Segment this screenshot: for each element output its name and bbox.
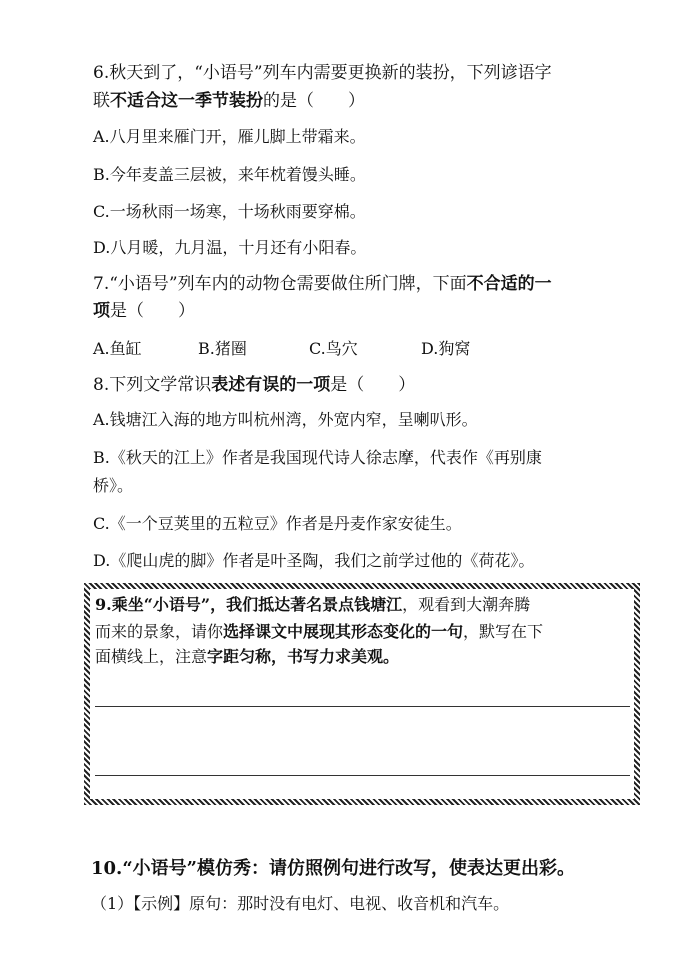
q7-option-c: C.鸟穴 xyxy=(309,339,358,358)
q10-example: （1）【示例】原句：那时没有电灯、电视、收音机和汽车。 xyxy=(91,894,510,913)
q6-line1: 6.秋天到了，“小语号”列车内需要更换新的装扮，下列谚语字 xyxy=(93,63,552,83)
q9-emphasis-1: 9.乘坐“小语号”，我们抵达著名景点钱塘江 xyxy=(95,595,403,614)
q9-answer-line-2[interactable] xyxy=(95,775,630,776)
q8-line1-post: 是（ ） xyxy=(330,375,416,395)
q6-option-a: A.八月里来雁门开，雁儿脚上带霜来。 xyxy=(93,127,366,146)
q8-option-c: C.《一个豆荚里的五粒豆》作者是丹麦作家安徒生。 xyxy=(93,514,462,533)
q9-emphasis-3: 字距匀称，书写力求美观。 xyxy=(207,647,400,666)
q7-option-b: B.猪圈 xyxy=(198,339,247,358)
q9-line2-pre: 而来的景象，请你 xyxy=(95,622,224,641)
q9-line3 xyxy=(95,645,399,669)
q6-option-b: B.今年麦盖三层被，来年枕着馒头睡。 xyxy=(93,165,366,184)
q8-option-b: B.《秋天的江上》作者是我国现代诗人徐志摩，代表作《再别康 xyxy=(93,448,542,467)
q7-option-d: D.狗窝 xyxy=(421,339,471,358)
q7-emphasis-2: 项 xyxy=(93,301,110,321)
q7-option-a: A.鱼缸 xyxy=(93,339,142,358)
q8-line1-pre: 8.下列文学常识 xyxy=(93,375,212,395)
q8-option-a: A.钱塘江入海的地方叫杭州湾，外宽内窄，呈喇叭形。 xyxy=(93,410,478,429)
q10-title: 10.“小语号”模仿秀：请仿照例句进行改写，使表达更出彩。 xyxy=(91,858,576,879)
q9-emphasis-2: 选择课文中展现其形态变化的一句 xyxy=(223,622,464,641)
q7-line2 xyxy=(93,299,195,323)
q8-emphasis: 表述有误的一项 xyxy=(211,375,331,395)
q7-emphasis-1: 不合适的一 xyxy=(466,274,552,294)
q9-line1-post: ，观看到大潮奔腾 xyxy=(402,595,531,614)
q6-line2 xyxy=(93,89,365,113)
q7-line1 xyxy=(93,272,552,296)
q7-line1-pre: 7.“小语号”列车内的动物仓需要做住所门牌，下面 xyxy=(93,274,467,294)
q8-option-b-cont: 桥》。 xyxy=(93,476,134,495)
q6-option-c: C.一场秋雨一场寒，十场秋雨要穿棉。 xyxy=(93,202,366,221)
q9-line2-post: ，默写在下 xyxy=(463,622,544,641)
q6-line2-pre: 联 xyxy=(93,91,110,111)
q6-emphasis: 不适合这一季节装扮 xyxy=(110,91,263,111)
q9-line1 xyxy=(95,593,530,617)
q8-option-d: D.《爬山虎的脚》作者是叶圣陶，我们之前学过他的《荷花》。 xyxy=(93,551,535,570)
q9-answer-line-1[interactable] xyxy=(95,706,630,707)
q9-line3-pre: 面横线上，注意 xyxy=(95,647,208,666)
q8-line1 xyxy=(93,373,415,397)
q6-option-d: D.八月暖，九月温，十月还有小阳春。 xyxy=(93,238,367,257)
q7-line2-post: 是（ ） xyxy=(110,301,195,321)
q6-line2-post: 的是（ ） xyxy=(263,91,365,111)
q9-line2 xyxy=(95,620,543,644)
